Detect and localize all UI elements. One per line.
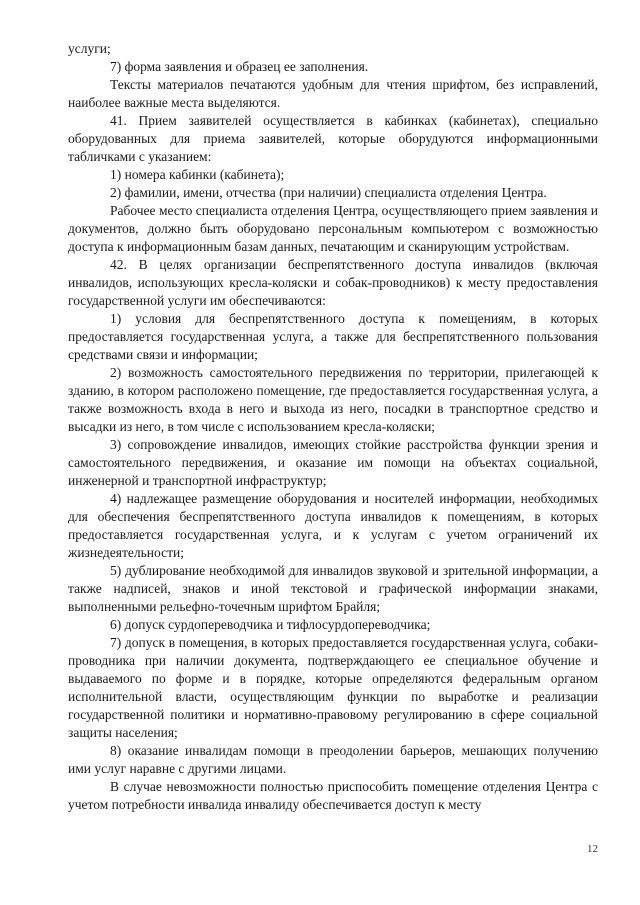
paragraph-text-materials: Тексты материалов печатаются удобным для чтения шрифтом, без исправлений, наиболее важные места выделяются.: [68, 77, 598, 110]
list-item-duplication: 5) дублирование необходимой для инвалидов звуковой и зрительной информации, а также надписей, знаков и иной текстовой и графической информации знаками, выполненными рельефно-точечным шрифтом Брайля;: [68, 563, 598, 614]
paragraph-workplace: Рабочее место специалиста отделения Центра, осуществляющего прием заявления и документов, должно быть оборудовано персональным компьютером с возможностью доступа к информационным базам данных, печатающим и сканирующим устройствам.: [68, 203, 598, 254]
list-item-barrier-assistance: 8) оказание инвалидам помощи в преодолении барьеров, мешающих получению ими услуг наравне с другими лицами.: [68, 743, 598, 776]
list-item-guide-dog: 7) допуск в помещения, в которых предоставляется государственная услуга, собаки-проводника при наличии документа, подтверждающего ее специальное обучение и выдаваемого по форме и в порядке, которые определяются федеральным органом исполнительной власти, осуществляющим функции по выработке и реализации государственной политики и нормативно-правовому регулированию в сфере социальной защиты населения;: [68, 635, 598, 740]
list-item-specialist-name: 2) фамилии, имени, отчества (при наличии) специалиста отделения Центра.: [110, 185, 547, 200]
list-item-sample-form: 7) форма заявления и образец ее заполнения.: [110, 59, 369, 74]
document-body: [68, 40, 598, 814]
list-item-independent-movement: 2) возможность самостоятельного передвижения по территории, прилегающей к зданию, в котором расположено помещение, где предоставляется государственная услуга, а также возможность входа в него и выхода из него, посадки в транспортное средство и высадки из него, в том числе с использованием кресла-коляски;: [68, 365, 598, 434]
list-item-equipment-placement: 4) надлежащее размещение оборудования и носителей информации, необходимых для обеспечения беспрепятственного доступа инвалидов к помещениям, в которых предоставляется государственная услуга, и к услугам с учетом ограничений их жизнедеятельности;: [68, 491, 598, 560]
list-item-sign-interpreter: 6) допуск сурдопереводчика и тифлосурдопереводчика;: [110, 617, 431, 632]
paragraph-continuation: услуги;: [68, 41, 111, 56]
paragraph-section-42: 42. В целях организации беспрепятственного доступа инвалидов (включая инвалидов, использующих кресла-коляски и собак-проводников) к месту предоставления государственной услуги им обеспечиваются:: [68, 257, 598, 308]
paragraph-section-41: 41. Прием заявителей осуществляется в кабинках (кабинетах), специально оборудованных для приема заявителей, которые оборудуются информационными табличками с указанием:: [68, 113, 598, 164]
paragraph-access-alternative: В случае невозможности полностью приспособить помещение отделения Центра с учетом потребности инвалида инвалиду обеспечивается доступ к месту: [68, 779, 598, 812]
list-item-cabin-number: 1) номера кабинки (кабинета);: [110, 167, 285, 182]
list-item-access-conditions: 1) условия для беспрепятственного доступа к помещениям, в которых предоставляется государственная услуга, а также для беспрепятственного пользования средствами связи и информации;: [68, 311, 598, 362]
list-item-escort: 3) сопровождение инвалидов, имеющих стойкие расстройства функции зрения и самостоятельного передвижения, и оказание им помощи на объектах социальной, инженерной и транспортной инфраструктур;: [68, 437, 598, 488]
page-number: 12: [587, 843, 598, 855]
